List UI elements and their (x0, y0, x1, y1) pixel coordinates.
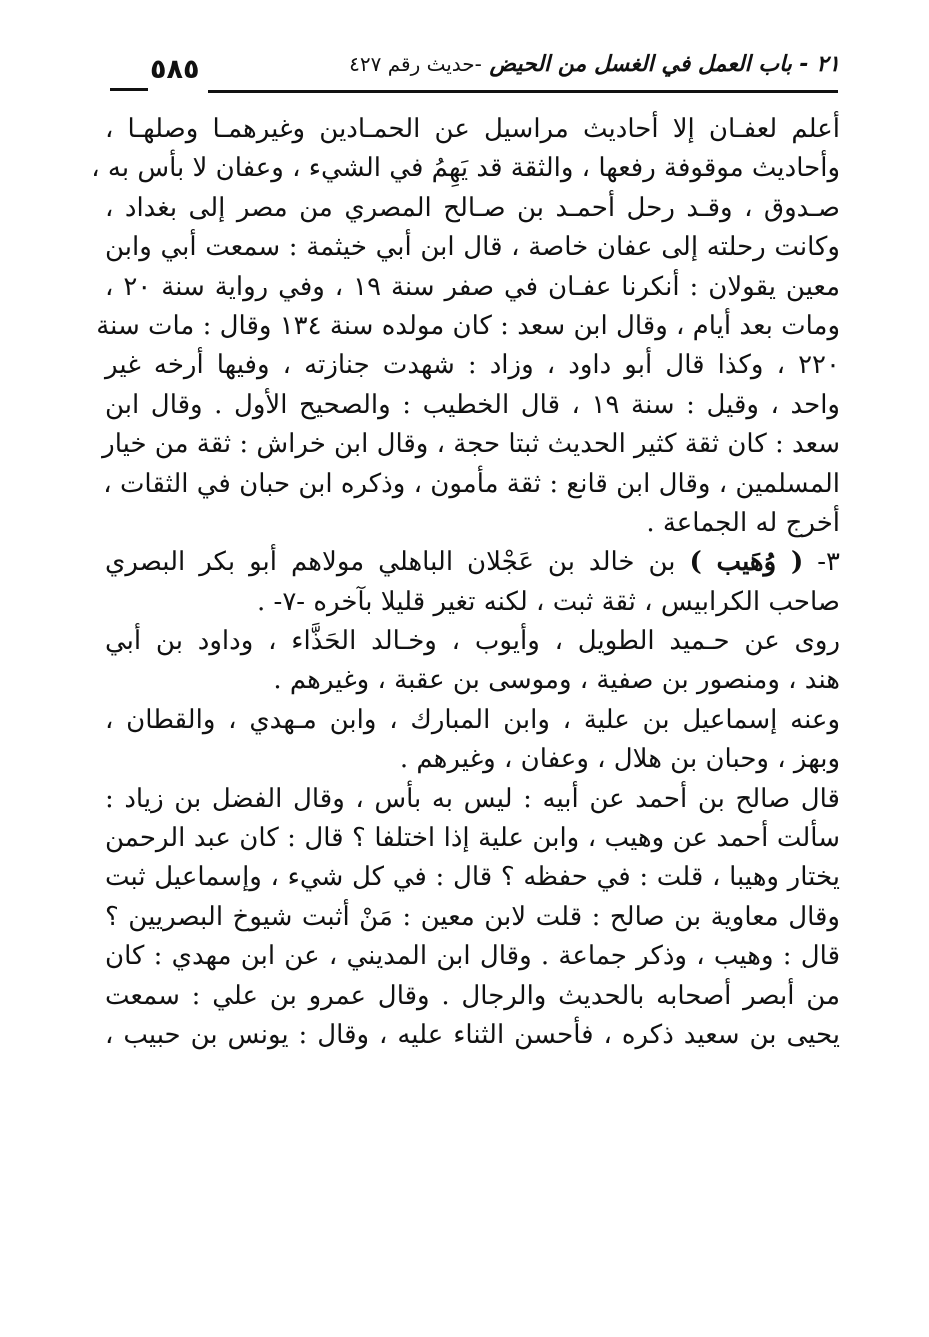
page-number: ٥٨٥ (150, 54, 200, 85)
text-line: وقال معاوية بن صالح : قلت لابن معين : مَنْ أثبت شيوخ البصريين ؟ (105, 901, 840, 932)
entry-number: ٣- (817, 547, 841, 578)
header-left-rule (110, 88, 148, 91)
text-line: يحيى بن سعيد ذكره ، فأحسن الثناء عليه ، وقال : يونس بن حبيب ، (105, 1019, 840, 1050)
entry-heading-text: بن خالد بن عَجْلان الباهلي مولاهم أبو بكر البصري (105, 547, 676, 578)
text-line: وبهز ، وحبان بن هلال ، وعفان ، وغيرهم . (399, 744, 840, 775)
text-line: سألت أحمد عن وهيب ، وابن علية إذا اختلفا ؟ قال : كان عبد الرحمن (105, 823, 840, 854)
text-line: سعد : كان ثقة كثير الحديث ثبتا حجة ، وقال ابن خراش : ثقة من خيار (102, 429, 840, 460)
narrator-name: ( وُهَيب ) (689, 547, 804, 578)
entry-heading-line (105, 543, 840, 582)
header-rule (208, 90, 838, 93)
text-line: يختار وهيبا ، قلت : في حفظه ؟ قال : في كل شيء ، وإسماعيل ثبت (105, 862, 840, 893)
body-text (91, 110, 841, 1055)
text-line: المسلمين ، وقال ابن قانع : ثقة مأمون ، وذكره ابن حبان في الثقات ، (103, 468, 840, 499)
text-line: أعلم لعفـان إلا أحاديث مراسيل عن الحمـادين وغيرهمـا وصلهـا ، (105, 114, 840, 144)
text-line: وعنه إسماعيل بن علية ، وابن المبارك ، وابن مـهدي ، والقطان ، (105, 704, 840, 735)
text-line: ٢٢٠ ، وكذا قال أبو داود ، وزاد : شهدت جنازته ، وفيها أرخه غير (105, 350, 840, 381)
text-line: صاحب الكرابيس ، ثقة ثبت ، لكنه تغير قليلا بآخره -٧- . (257, 586, 840, 617)
text-line: أخرج له الجماعة . (646, 507, 840, 538)
text-line: معين يقولان : أنكرنا عفـان في صفر سنة ١٩ ، وفي رواية سنة ٢٠ ، (105, 271, 841, 302)
text-line: قال صالح بن أحمد عن أبيه : ليس به بأس ، وقال الفضل بن زياد : (105, 783, 840, 814)
text-line: ومات بعد أيام ، وقال ابن سعد : كان مولده سنة ١٣٤ وقال : مات سنة (96, 310, 840, 341)
hadith-reference: -حديث رقم ٤٢٧ (349, 52, 482, 76)
text-line: وأحاديث موقوفة رفعها ، والثقة قد يَهِمُ في الشيء ، وعفان لا بأس به ، (91, 153, 840, 184)
text-line: قال : وهيب ، وذكر جماعة . وقال ابن المديني ، عن ابن مهدي : كان (105, 941, 840, 972)
text-line: واحد ، وقيل : سنة ١٩ ، قال الخطيب : والصحيح الأول . وقال ابن (105, 389, 840, 420)
page-header (100, 52, 840, 96)
text-line: روى عن حـميد الطويل ، وأيوب ، وخـالد الحَذَّاء ، وداود بن أبي (105, 626, 840, 657)
text-line: صـدوق ، وقـد رحل أحمـد بن صـالح المصري من مصر إلى بغداد ، (105, 192, 840, 223)
text-line: من أبصر أصحابه بالحديث والرجال . وقال عمرو بن علي : سمعت (105, 980, 840, 1011)
text-line: هند ، ومنصور بن صفية ، وموسى بن عقبة ، وغيرهم . (273, 665, 840, 696)
chapter-title: ٢١ - باب العمل في الغسل من الحيض (489, 52, 840, 77)
running-title (349, 52, 840, 77)
text-line: وكانت رحلته إلى عفان خاصة ، قال ابن أبي خيثمة : سمعت أبي وابن (105, 232, 840, 263)
